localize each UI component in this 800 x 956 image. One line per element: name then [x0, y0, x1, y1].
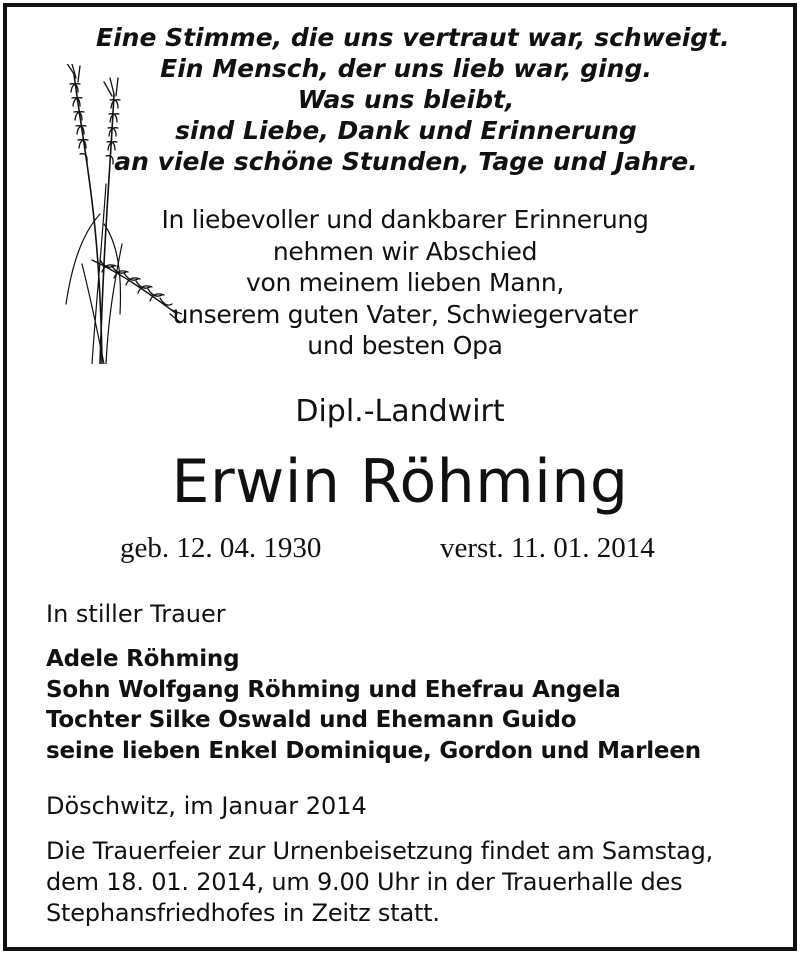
service-line: dem 18. 01. 2014, um 9.00 Uhr in der Trauerhalle des — [46, 868, 683, 896]
poem-line: Was uns bleibt, — [297, 85, 515, 114]
place-date: Döschwitz, im Januar 2014 — [46, 792, 367, 820]
farewell-intro — [125, 204, 685, 362]
service-info — [46, 836, 713, 929]
intro-line: von meinem lieben Mann, — [245, 268, 565, 297]
service-line: Die Trauerfeier zur Urnenbeisetzung findet am Samstag, — [46, 837, 714, 865]
family-member: Tochter Silke Oswald und Ehemann Guido — [46, 707, 577, 733]
poem-line: sind Liebe, Dank und Erinnerung — [175, 116, 637, 145]
deceased-name: Erwin Röhming — [171, 447, 629, 517]
family-list — [46, 644, 701, 766]
death-date: verst. 11. 01. 2014 — [440, 532, 655, 564]
intro-line: und besten Opa — [307, 331, 503, 360]
poem-line: Ein Mensch, der uns lieb war, ging. — [160, 54, 652, 83]
mourning-label: In stiller Trauer — [46, 600, 226, 628]
poem-line: Eine Stimme, die uns vertraut war, schweigt. — [96, 23, 730, 52]
deceased-title: Dipl.-Landwirt — [295, 394, 505, 429]
intro-line: nehmen wir Abschied — [272, 236, 538, 266]
family-member: seine lieben Enkel Dominique, Gordon und Marleen — [46, 737, 701, 764]
family-member: Adele Röhming — [46, 646, 240, 672]
poem — [96, 22, 730, 177]
birth-date: geb. 12. 04. 1930 — [120, 532, 322, 564]
family-member: Sohn Wolfgang Röhming und Ehefrau Angela — [46, 676, 621, 703]
service-line: Stephansfriedhofes in Zeitz statt. — [46, 899, 440, 927]
intro-line: In liebevoller und dankbarer Erinnerung — [161, 205, 649, 234]
intro-line: unserem guten Vater, Schwiegervater — [172, 299, 638, 329]
poem-line: an viele schöne Stunden, Tage und Jahre. — [114, 147, 698, 176]
